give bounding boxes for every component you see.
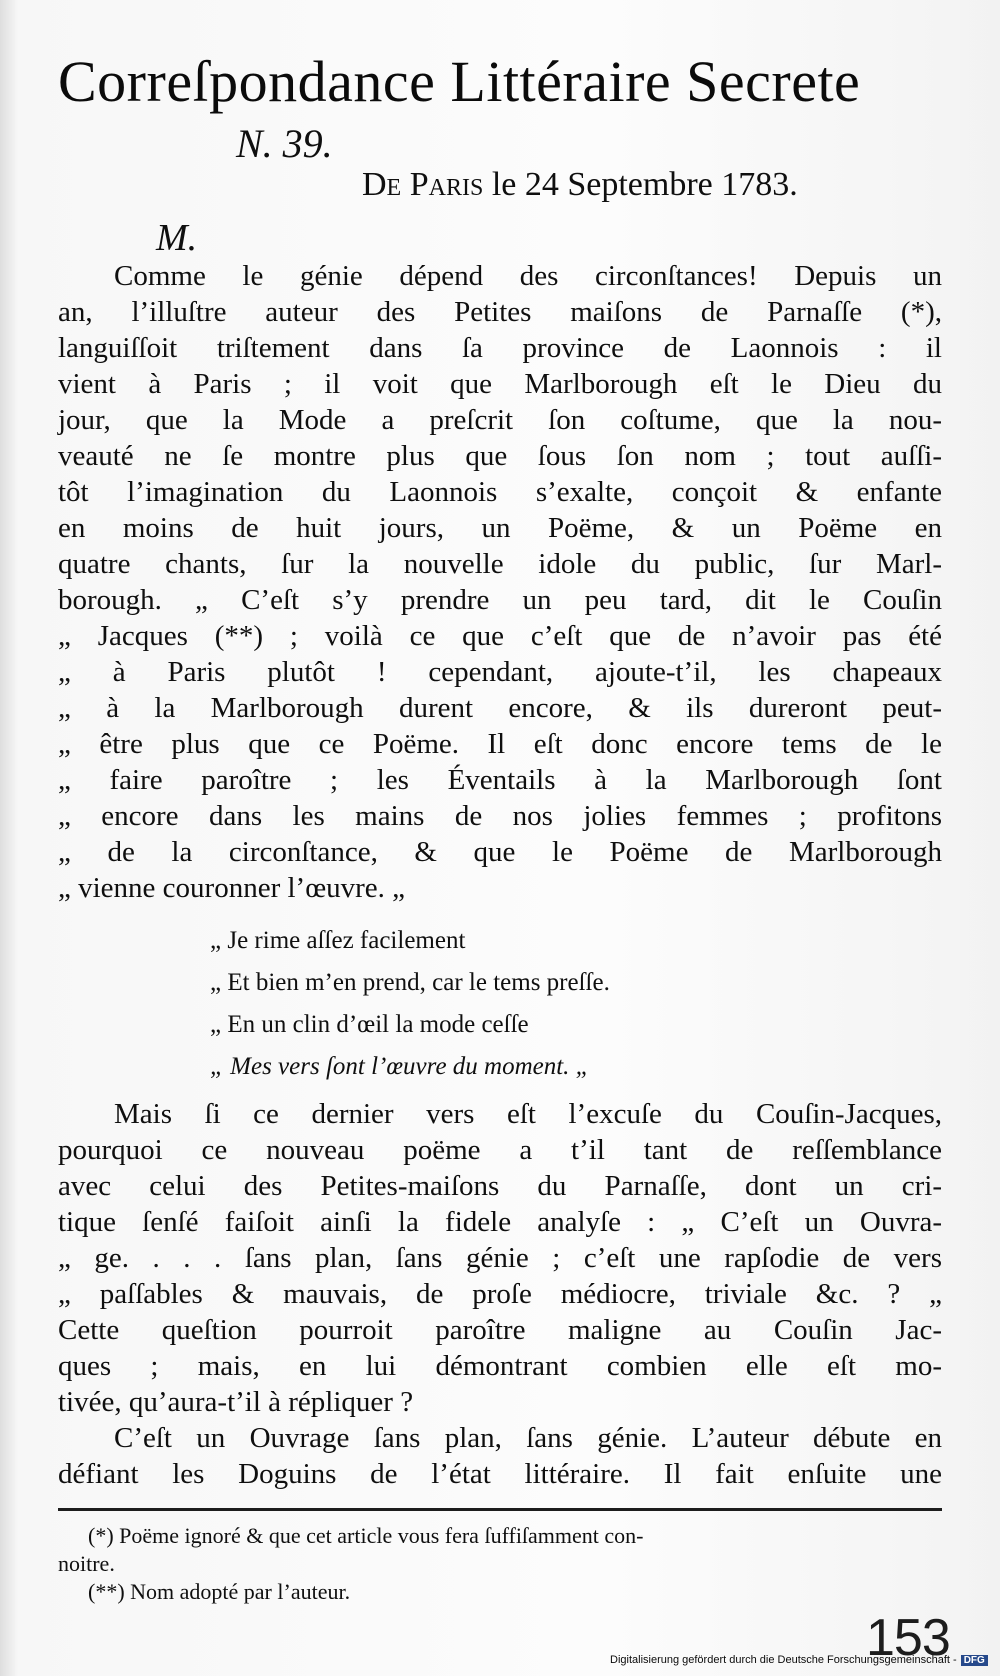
periodical-title: Correſpondance Littéraire Secrete	[58, 49, 861, 114]
dfg-logo: DFG	[961, 1655, 988, 1666]
text-line: Mais ſi ce dernier vers eſt l’excuſe du Couſin-Jacques,	[114, 1098, 942, 1130]
text-line: „ ge. . . . ſans plan, ſans génie ; c’eſt une rapſodie de vers	[58, 1242, 942, 1274]
text-line: languiſſoit triſtement dans ſa province de Laonnois : il	[58, 332, 942, 364]
text-line: pourquoi ce nouveau poëme a t’il tant de reſſemblance	[58, 1134, 942, 1166]
text-line: Cette queſtion pourroit paroître maligne au Couſin Jac-	[58, 1314, 942, 1346]
text-line: „ être plus que ce Poëme. Il eſt donc encore tems de le	[58, 728, 942, 760]
text-line: en moins de huit jours, un Poëme, & un Poëme en	[58, 512, 942, 544]
text-line: „ faire paroître ; les Éventails à la Marlborough ſont	[58, 764, 942, 796]
verse-line: „ En un clin d’œil la mode ceſſe	[210, 1011, 529, 1038]
digitization-credit	[610, 1654, 985, 1666]
footnote-1-continuation: noitre.	[58, 1551, 115, 1576]
text-line: défiant les Doguins de l’état littéraire. Il fait enſuite une	[58, 1458, 942, 1490]
dateline	[362, 166, 798, 204]
dateline-date: le 24 Septembre 1783.	[491, 166, 798, 203]
text-line: „ paſſables & mauvais, de proſe médiocre, triviale &c. ? „	[58, 1278, 942, 1310]
verse-line: „ Mes vers ſont l’œuvre du moment. „	[210, 1053, 590, 1080]
footnotes	[58, 1522, 942, 1606]
text-line: quatre chants, ſur la nouvelle idole du public, ſur Marl-	[58, 548, 942, 580]
dateline-place: De Paris	[362, 166, 484, 203]
handwritten-folio-number: 153	[866, 1609, 950, 1667]
footnote-2	[58, 1578, 942, 1606]
text-line: tôt l’imagination du Laonnois s’exalte, conçoit & enfante	[58, 476, 942, 508]
verse-line: „ Je rime aſſez facilement	[210, 927, 466, 954]
text-line: tivée, qu’aura-t’il à répliquer ?	[58, 1386, 414, 1418]
footnote-text: (**) Nom adopté par l’auteur.	[88, 1579, 351, 1604]
text-line: „ à la Marlborough durent encore, & ils dureront peut-	[58, 692, 942, 724]
credit-text: Digitalisierung gefördert durch die Deutsche Forschungsgemeinschaft -	[610, 1654, 957, 1666]
text-line: „ de la circonſtance, & que le Poëme de Marlborough	[58, 836, 942, 868]
text-line: C’eſt un Ouvrage ſans plan, ſans génie. L’auteur débute en	[114, 1422, 942, 1454]
paragraph-2	[58, 1096, 942, 1492]
text-line: avec celui des Petites-maiſons du Parnaſſe, dont un cri-	[58, 1170, 942, 1202]
text-line: jour, que la Mode a preſcrit ſon coſtume, que la nou-	[58, 404, 942, 436]
text-line: Comme le génie dépend des circonſtances! Depuis un	[114, 260, 942, 292]
footnote-divider	[58, 1508, 942, 1511]
text-line: „ vienne couronner l’œuvre. „	[58, 872, 406, 904]
footnote-1	[58, 1522, 942, 1550]
text-line: tique ſenſé faiſoit ainſi la fidele analyſe : „ C’eſt un Ouvra-	[58, 1206, 942, 1238]
text-line: „ à Paris plutôt ! cependant, ajoute-t’il, les chapeaux	[58, 656, 942, 688]
text-line: veauté ne ſe montre plus que ſous ſon nom ; tout auſſi-	[58, 440, 942, 472]
text-line: borough. „ C’eſt s’y prendre un peu tard, dit le Couſin	[58, 584, 942, 616]
paragraph-1	[58, 258, 942, 906]
issue-number: N. 39.	[236, 121, 333, 166]
text-line: ques ; mais, en lui démontrant combien elle eſt mo-	[58, 1350, 942, 1382]
text-line: vient à Paris ; il voit que Marlborough eſt le Dieu du	[58, 368, 942, 400]
text-line: an, l’illuſtre auteur des Petites maiſons de Parnaſſe (*),	[58, 296, 942, 328]
text-line: „ Jacques (**) ; voilà ce que c’eſt que de n’avoir pas été	[58, 620, 942, 652]
verse-line: „ Et bien m’en prend, car le tems preſſe.	[210, 969, 610, 996]
verse-quote	[210, 920, 930, 1088]
text-line: „ encore dans les mains de nos jolies femmes ; profitons	[58, 800, 942, 832]
salutation: M.	[156, 217, 198, 259]
footnote-text: (*) Poëme ignoré & que cet article vous fera ſuffiſamment con-	[88, 1523, 644, 1548]
